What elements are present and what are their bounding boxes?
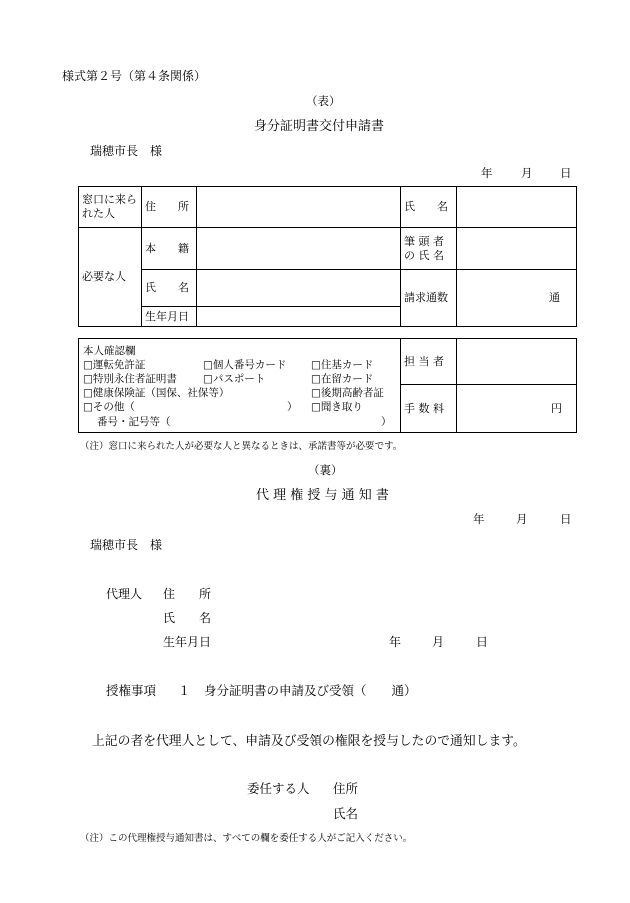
application-table: [78, 186, 577, 327]
back-note: （注）この代理権授与通知書は、すべての欄を委任する人がご記入ください。: [80, 833, 413, 844]
visitor-label: 窓口に来られた人: [79, 187, 142, 228]
honseki-field[interactable]: [197, 228, 401, 270]
agent-name-label: 氏 名: [163, 611, 212, 625]
check-other[interactable]: □その他（: [83, 401, 135, 413]
front-date-month: 月: [521, 166, 533, 180]
staff-label: 担 当 者: [401, 339, 457, 385]
check-juki-card[interactable]: □住基カード: [311, 359, 374, 371]
staff-field[interactable]: [457, 339, 577, 385]
delegator-name-label: 氏名: [333, 806, 359, 821]
back-date-year: 年: [473, 512, 485, 526]
count-unit: 通: [549, 291, 560, 305]
back-title: 代 理 権 授 与 通 知 書: [256, 488, 389, 503]
agent-address-label: 住 所: [163, 587, 212, 601]
check-drivers-license[interactable]: □運転免許証: [83, 359, 146, 371]
birth-label: 生年月日: [142, 307, 197, 327]
form-number: 様式第２号（第４条関係）: [62, 69, 207, 83]
check-my-number-card[interactable]: □個人番号カード: [203, 359, 287, 371]
delegation-statement: 上記の者を代理人として、申請及び受領の権限を授与したので通知します。: [92, 734, 526, 749]
household-head-label: 筆 頭 者の 氏 名: [401, 228, 457, 270]
honseki-label: 本 籍: [142, 228, 197, 270]
required-name-field[interactable]: [197, 270, 401, 307]
fee-unit: 円: [551, 401, 562, 415]
request-count-field[interactable]: [457, 270, 577, 327]
verification-section: [79, 339, 401, 433]
fee-label: 手 数 料: [401, 385, 457, 433]
front-addressee: 瑞穂市長 様: [90, 144, 163, 158]
visitor-address-field[interactable]: [197, 187, 401, 228]
required-name-label: 氏 名: [142, 270, 197, 307]
id-number-close-paren: ）: [381, 416, 392, 428]
verify-title: 本人確認欄: [83, 345, 136, 357]
authority-number: １: [178, 683, 191, 698]
front-date-year: 年: [481, 166, 493, 180]
required-person-label: 必要な人: [79, 228, 142, 327]
visitor-name-label: 氏 名: [401, 187, 457, 228]
check-interview[interactable]: □聞き取り: [311, 401, 363, 413]
agent-label: 代理人: [106, 587, 143, 601]
fee-field[interactable]: [457, 385, 577, 433]
check-late-elderly[interactable]: □後期高齢者証: [311, 387, 384, 399]
birth-year: 年: [389, 635, 402, 649]
authority-label: 授権事項: [106, 683, 157, 698]
check-special-resident[interactable]: □特別永住者証明書: [83, 373, 177, 385]
front-title: 身分証明書交付申請書: [254, 119, 385, 134]
check-passport[interactable]: □パスポート: [203, 373, 266, 385]
back-date-month: 月: [516, 512, 528, 526]
birth-day: 日: [476, 635, 489, 649]
front-side-label: （表）: [306, 94, 341, 108]
check-residence-card[interactable]: □在留カード: [311, 373, 374, 385]
back-addressee: 瑞穂市長 様: [90, 538, 163, 552]
birth-field[interactable]: [197, 307, 401, 327]
visitor-address-label: 住 所: [142, 187, 197, 228]
delegator-address-label: 住所: [333, 781, 359, 796]
authority-text: 身分証明書の申請及び受領（ 通）: [204, 683, 417, 698]
back-side-label: （裏）: [308, 463, 343, 477]
verification-table: [78, 338, 577, 433]
visitor-name-field[interactable]: [457, 187, 577, 228]
request-count-label: 請求通数: [401, 270, 457, 327]
household-head-field[interactable]: [457, 228, 577, 270]
front-date-day: 日: [560, 166, 572, 180]
delegator-label: 委任する人: [247, 781, 310, 796]
back-date-day: 日: [560, 512, 572, 526]
agent-birth-label: 生年月日: [163, 635, 212, 649]
birth-month: 月: [432, 635, 445, 649]
check-health-insurance[interactable]: □健康保険証（国保、社保等）: [83, 387, 230, 399]
other-close-paren: ）: [287, 401, 298, 413]
front-note: （注）窓口に来られた人が必要な人と異なるときは、承諾書等が必要です。: [80, 441, 403, 452]
id-number-label: 番号・記号等（: [97, 416, 171, 428]
